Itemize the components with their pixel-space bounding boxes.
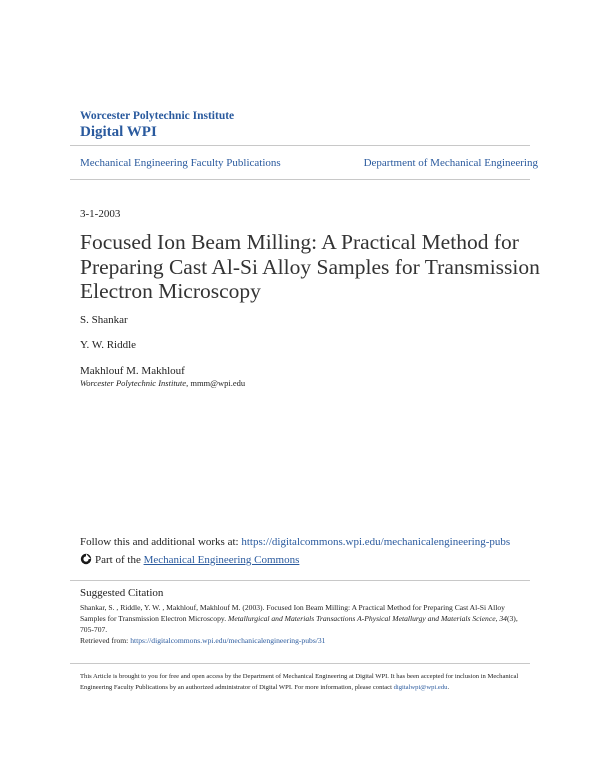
citation-volume-pages: (3), 705-707. bbox=[80, 614, 518, 634]
commons-icon bbox=[80, 553, 92, 565]
citation-journal: Metallurgical and Materials Transactions A-Physical Metallurgy and Materials Science, 34 bbox=[228, 614, 507, 623]
nav-divider bbox=[70, 179, 530, 180]
top-divider bbox=[70, 145, 530, 146]
author-3: Makhlouf M. Makhlouf bbox=[80, 365, 185, 377]
affiliation-email: , mmm@wpi.edu bbox=[186, 378, 246, 388]
access-notice-end: . bbox=[447, 684, 450, 691]
paper-title: Focused Ion Beam Milling: A Practical Method for Preparing Cast Al-Si Alloy Samples for Transmission Electron Microscopy bbox=[80, 230, 540, 303]
footer-divider bbox=[70, 663, 530, 664]
mechanical-engineering-commons-link[interactable]: Mechanical Engineering Commons bbox=[143, 554, 300, 566]
publication-date: 3-1-2003 bbox=[80, 208, 121, 220]
citation-text bbox=[80, 602, 525, 646]
author-2: Y. W. Riddle bbox=[80, 339, 137, 351]
follow-text: Follow this and additional works at: bbox=[80, 536, 242, 548]
citation-divider bbox=[70, 580, 530, 581]
repository-name[interactable]: Digital WPI bbox=[80, 124, 157, 140]
access-notice-text: This Article is brought to you for free and open access by the Department of Mechanical Engineering at Digital WPI. It has been accepted for inclusion in Mechanical Engineering Faculty Publications by an authorized administrator of Digital WPI. For more information, please contact bbox=[80, 673, 519, 691]
affiliation-name: Worcester Polytechnic Institute bbox=[80, 378, 187, 388]
citation-url-link[interactable]: https://digitalcommons.wpi.edu/mechanicalengineering-pubs/31 bbox=[130, 636, 326, 645]
author-1: S. Shankar bbox=[80, 314, 128, 326]
follow-line bbox=[80, 536, 510, 548]
retrieved-label: Retrieved from: bbox=[80, 636, 131, 645]
department-link[interactable]: Department of Mechanical Engineering bbox=[363, 157, 538, 169]
contact-email-link[interactable]: digitalwpi@wpi.edu bbox=[393, 684, 448, 691]
collection-url-link[interactable]: https://digitalcommons.wpi.edu/mechanicalengineering-pubs bbox=[241, 536, 511, 548]
suggested-citation-heading: Suggested Citation bbox=[80, 587, 164, 599]
author-affiliation bbox=[80, 378, 245, 388]
part-of-line bbox=[80, 553, 299, 566]
institution-name: Worcester Polytechnic Institute bbox=[80, 110, 235, 122]
faculty-publications-link[interactable]: Mechanical Engineering Faculty Publications bbox=[80, 157, 281, 169]
part-of-text: Part of the bbox=[95, 554, 144, 566]
citation-main: Shankar, S. , Riddle, Y. W. , Makhlouf, Makhlouf M. (2003). Focused Ion Beam Milling: A Practical Method for Preparing Cast Al-Si Alloy Samples for Transmission Electron Microscopy. bbox=[80, 603, 505, 623]
access-notice bbox=[80, 671, 525, 693]
